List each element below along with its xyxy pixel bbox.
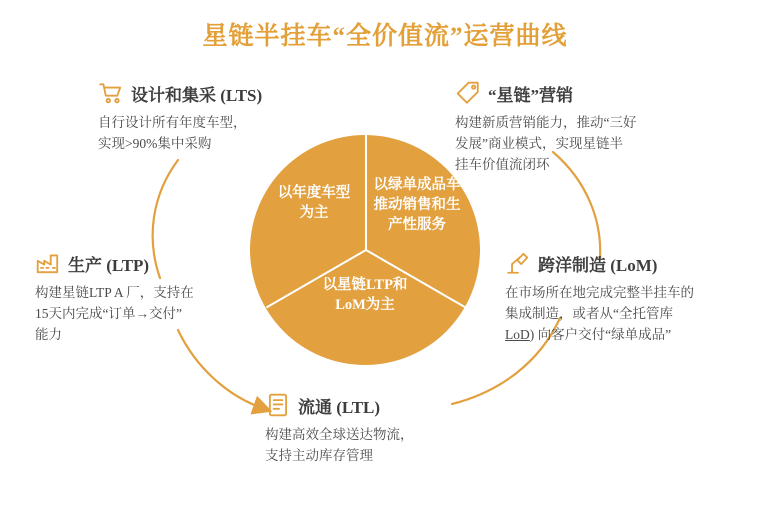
pie-slice-label-annual-model — [268, 183, 360, 223]
callout-lom-header — [505, 250, 760, 276]
pie-slice-line: 以星链LTP和 — [322, 277, 408, 293]
callout-ltp-header — [35, 250, 250, 276]
callout-lom-title: 跨洋制造 (LoM) — [538, 255, 658, 275]
callout-ltl-title: 流通 (LTL) — [298, 397, 381, 417]
pie-slice-line: 为主 — [299, 205, 329, 221]
pie-slice-label-ltp-lom — [295, 275, 435, 315]
callout-lom — [505, 250, 760, 345]
callout-line: 15天内完成“订单→交付” — [35, 306, 182, 321]
callout-line: 构建新质营销能力，推动“三好 — [455, 115, 637, 130]
callout-lts-header — [98, 80, 348, 106]
callout-line — [505, 324, 760, 345]
callout-ltp — [35, 250, 250, 345]
callout-marketing-header — [455, 80, 720, 106]
document-icon — [265, 392, 291, 418]
callout-marketing-body — [455, 112, 720, 175]
callout-ltp-body — [35, 282, 250, 345]
pie-slice-label-green-finished — [368, 175, 466, 235]
callout-ltl-body — [265, 424, 515, 466]
callout-line: 支持主动库存管理 — [265, 448, 373, 463]
robot-arm-icon — [505, 250, 531, 276]
callout-line: 构建星链LTP A 厂，支持在 — [35, 285, 194, 300]
pie-divider-1 — [365, 135, 367, 250]
pie-slice-line: 产性服务 — [388, 217, 446, 233]
callout-lts-title: 设计和集采 (LTS) — [131, 85, 263, 105]
callout-line: 能力 — [35, 327, 62, 342]
callout-line: 在市场所在地完成完整半挂车的 — [505, 285, 694, 300]
callout-line: 挂车价值流闭环 — [455, 157, 550, 172]
shopping-cart-icon — [98, 80, 124, 106]
callout-ltl-header — [265, 392, 515, 418]
callout-marketing-title: “星链”营销 — [488, 85, 573, 105]
callout-lom-body — [505, 282, 760, 345]
callout-line: 集成制造，或者从“全托管库 — [505, 306, 673, 321]
price-tag-icon — [455, 80, 481, 106]
value-stream-pie — [250, 135, 480, 365]
callout-line-rest: ) 向客户交付“绿单成品” — [529, 327, 672, 342]
page-title: 星链半挂车“全价值流”运营曲线 — [202, 23, 568, 50]
callout-line: 实现>90%集中采购 — [98, 136, 212, 151]
pie-slice-line: 以年度车型 — [277, 185, 351, 201]
pie-slice-line: 以绿单成品车 — [373, 177, 461, 193]
pie-slice-line: LoM为主 — [335, 297, 395, 313]
callout-underlined-token: LoD — [505, 327, 530, 342]
callout-marketing — [455, 80, 720, 175]
callout-lts — [98, 80, 348, 154]
callout-line: 发展”商业模式，实现星链半 — [455, 136, 623, 151]
callout-line: 构建高效全球送达物流， — [265, 427, 414, 442]
pie-slice-line: 推动销售和生 — [373, 197, 461, 213]
callout-ltl — [265, 392, 515, 466]
callout-lts-body — [98, 112, 348, 154]
callout-ltp-title: 生产 (LTP) — [68, 255, 150, 275]
factory-icon — [35, 250, 61, 276]
callout-line: 自行设计所有年度车型， — [98, 115, 247, 130]
